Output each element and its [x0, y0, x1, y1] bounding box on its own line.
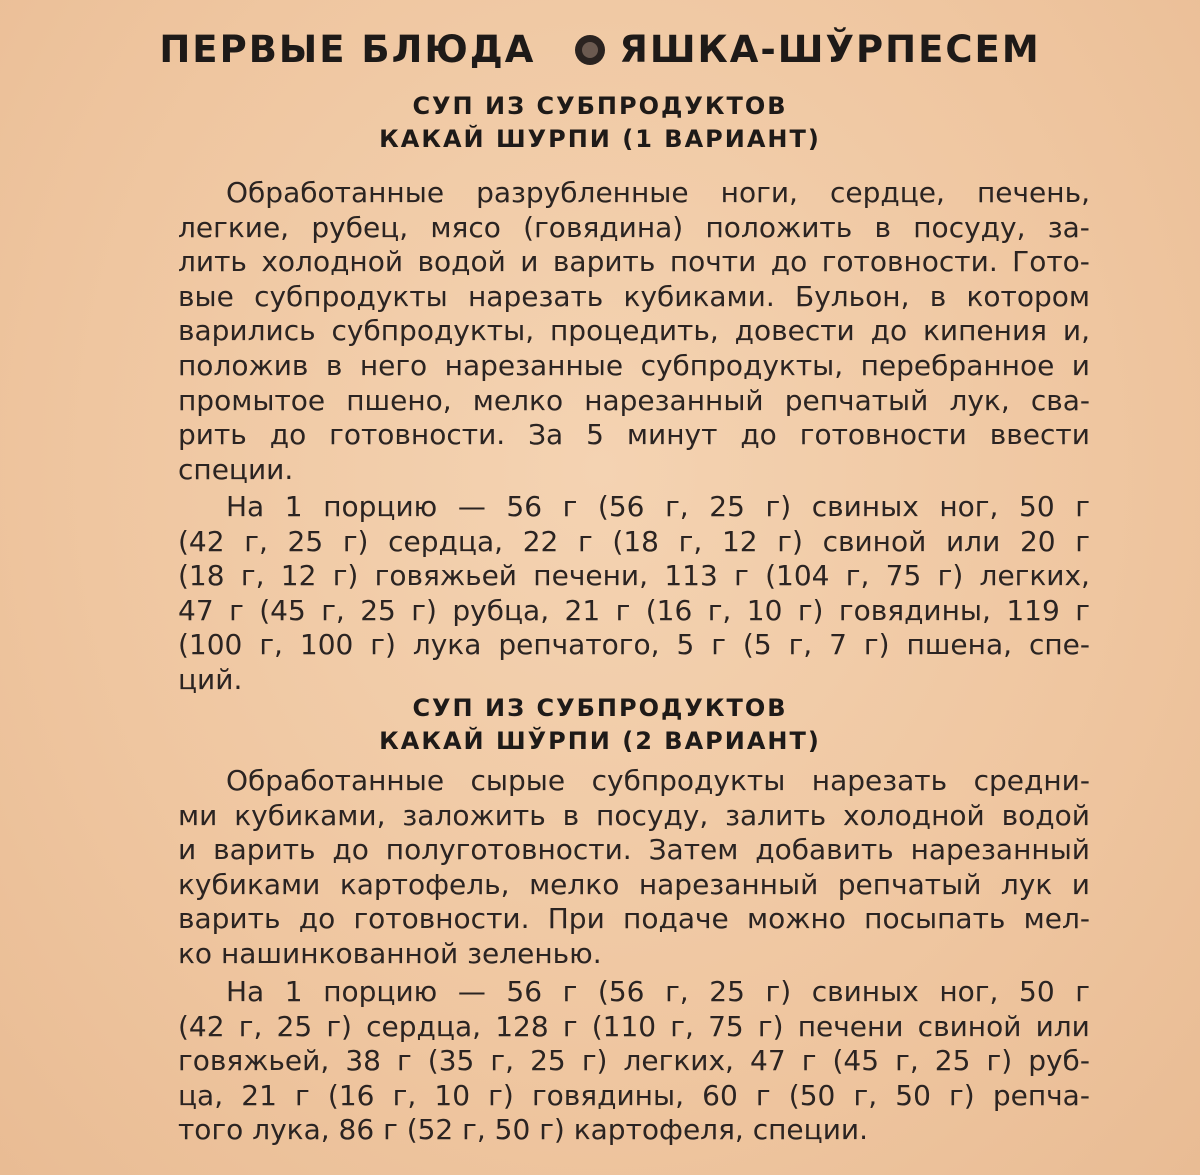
word: г) [863, 628, 890, 662]
word: картофеля, [573, 1113, 753, 1147]
word: ног, [939, 975, 999, 1008]
word: посыпать [864, 902, 1006, 936]
text-line [178, 453, 1090, 488]
word: специи. [178, 452, 294, 486]
word: субпродукты, [640, 348, 844, 382]
text-line [178, 490, 1090, 525]
word: г [295, 1078, 310, 1112]
word: г, [895, 1044, 919, 1078]
word: г) [765, 490, 792, 523]
word: (42 [178, 524, 225, 558]
word: 25 [709, 490, 745, 523]
word: в [874, 210, 891, 244]
word: готовности. [353, 902, 530, 936]
word: г) [757, 1009, 784, 1043]
word: холодной [843, 798, 985, 832]
word: г) [777, 524, 803, 558]
word: средни- [973, 764, 1090, 797]
word: варить [213, 833, 316, 867]
word: ций. [178, 662, 243, 696]
word: 21 [564, 593, 601, 627]
word: (говядина) [523, 210, 684, 244]
text-line [178, 418, 1090, 453]
word: заложить [402, 798, 546, 832]
word: посуду, [596, 798, 709, 832]
text-line [178, 525, 1090, 560]
word: субпродукты, [331, 314, 535, 348]
word: (18 [178, 559, 225, 593]
word: 47 [750, 1044, 786, 1078]
word: — [457, 975, 486, 1008]
recipe-1-title-line: СУП ИЗ СУБПРОДУКТОВ [412, 92, 788, 120]
word: ко [178, 936, 221, 970]
recipe-2-method [178, 764, 1090, 972]
word: Обработанные [226, 176, 445, 209]
word: пшена, [906, 628, 1013, 662]
word: до [870, 314, 908, 348]
word: — [457, 490, 486, 523]
word: г) [370, 628, 396, 662]
word: него [359, 348, 428, 382]
word: нарезанный [584, 383, 764, 417]
word: до [332, 833, 369, 867]
word: 75 [708, 1009, 744, 1043]
recipe-1-method [178, 176, 1090, 487]
word: 22 [522, 524, 559, 558]
word: 5 [586, 418, 604, 452]
word: г [1075, 975, 1090, 1008]
text-line [178, 975, 1090, 1010]
word: ног, [939, 490, 999, 523]
word: 1 [284, 490, 303, 523]
word: говядины, [838, 593, 991, 627]
word: и [520, 245, 539, 279]
word: г, [665, 490, 689, 523]
word: При [547, 902, 605, 936]
header-right-title: ЯШКА-ШЎРПЕСЕМ [619, 28, 1041, 71]
word: г) [539, 1113, 574, 1147]
header-left-title: ПЕРВЫЕ БЛЮДА [159, 28, 536, 71]
word: готовности. [329, 418, 506, 452]
word: репчатый [784, 383, 929, 417]
word: нашинкованной [220, 936, 468, 970]
word: положить [705, 210, 853, 244]
word: сердца, [388, 524, 504, 558]
word: 21 [241, 1078, 277, 1112]
word: За [528, 418, 564, 452]
word: г, [707, 593, 732, 627]
word: в [325, 348, 343, 382]
word: печень, [976, 176, 1090, 209]
word: г [562, 1009, 578, 1043]
word: г, [238, 1009, 263, 1043]
word: лук [1000, 867, 1053, 901]
word: 5 [676, 628, 695, 662]
word: варились [178, 314, 316, 348]
word: 113 [664, 559, 718, 593]
word: кубиками. [623, 279, 775, 313]
word: и [1071, 348, 1090, 382]
word: 12 [280, 559, 317, 593]
word: 25 [934, 1044, 971, 1078]
word: г [801, 1044, 817, 1078]
running-header [0, 28, 1200, 71]
text-line [178, 245, 1090, 280]
word: добавить [755, 833, 894, 867]
word: за- [1047, 210, 1090, 244]
word: готовности. [821, 245, 998, 279]
word: г) [332, 559, 359, 593]
word: перебранное [860, 348, 1055, 382]
word: (16 [327, 1078, 375, 1112]
text-line [178, 1079, 1090, 1114]
text-line [178, 314, 1090, 349]
word: до [269, 418, 307, 452]
word: г) [326, 1009, 352, 1043]
word: лить [178, 245, 247, 279]
word: 25 [709, 975, 745, 1008]
word: того [178, 1113, 253, 1147]
word: 100 [299, 628, 354, 662]
word: г) [949, 1078, 975, 1112]
word: г, [490, 1044, 515, 1078]
word: водой [417, 245, 506, 279]
word: и [178, 833, 197, 867]
word: (42 [178, 1009, 225, 1043]
word: г [1075, 490, 1090, 523]
word: положив [178, 348, 309, 382]
word: г [578, 524, 593, 558]
word: г [229, 593, 244, 627]
recipe-1-portion [178, 490, 1090, 698]
word: г [734, 559, 749, 593]
word: (56 [597, 975, 645, 1008]
word: г [562, 490, 578, 523]
word: На [226, 975, 265, 1008]
text-line [178, 211, 1090, 246]
text-line [178, 349, 1090, 384]
word: (45 [259, 593, 306, 627]
word: г [615, 593, 631, 627]
word: г) [986, 1044, 1013, 1078]
word: почти [669, 245, 757, 279]
word: На [226, 490, 265, 523]
recipe-1-title [0, 90, 1200, 156]
text-line [178, 764, 1090, 799]
word: репчатого, [498, 628, 660, 662]
word: г, [853, 1078, 878, 1112]
word: 25 [276, 1009, 313, 1043]
word: г [562, 975, 578, 1008]
word: мелко [529, 867, 620, 901]
word: легких, [623, 1044, 734, 1078]
word: варить [178, 902, 281, 936]
word: процедить, [549, 314, 719, 348]
word: или [1035, 1009, 1090, 1043]
word: г) [488, 1078, 514, 1112]
word: г, [788, 628, 813, 662]
word: Бульон, [795, 279, 910, 313]
word: и [1071, 867, 1090, 901]
recipe-1-title-line: КАКАЙ ШУРПИ (1 ВАРИАНТ) [379, 125, 821, 153]
word: г [755, 1078, 771, 1112]
word: 56 [506, 975, 543, 1008]
word: (35 [427, 1044, 475, 1078]
word: лука, [252, 1113, 339, 1147]
word: 50 [494, 1113, 540, 1147]
word: г) [765, 975, 792, 1008]
text-line [178, 1010, 1090, 1045]
word: репчатый [837, 867, 982, 901]
word: Затем [648, 833, 739, 867]
word: полуготовности. [385, 833, 632, 867]
text-line [178, 799, 1090, 834]
word: спе- [1028, 628, 1090, 662]
word: г [711, 628, 726, 662]
word: 12 [721, 524, 758, 558]
text-line [178, 384, 1090, 419]
word: 25 [360, 593, 396, 627]
text-line [178, 280, 1090, 315]
word: свиной [822, 524, 927, 558]
word: 7 [829, 628, 847, 662]
word: г) [581, 1044, 608, 1078]
word: (5 [742, 628, 772, 662]
word: в [562, 798, 580, 832]
word: 47 [178, 593, 214, 627]
word: специи. [752, 1113, 869, 1147]
word: г) [342, 524, 369, 558]
word: кубиками, [234, 798, 386, 832]
word: субпродукты [254, 279, 448, 313]
text-line [178, 868, 1090, 903]
word: мясо [430, 210, 501, 244]
word: холодной [261, 245, 404, 279]
word: рубца, [452, 593, 550, 627]
word: в [929, 279, 947, 313]
word: (56 [597, 490, 645, 523]
word: сырые [470, 764, 566, 797]
word: печени, [533, 559, 649, 593]
word: порцию [323, 975, 438, 1008]
recipe-2-title-line: КАКАЙ ШЎРПИ (2 ВАРИАНТ) [379, 727, 821, 755]
word: 10 [746, 593, 783, 627]
word: до [770, 245, 808, 279]
word: г [383, 1113, 407, 1147]
word: котором [966, 279, 1090, 313]
word: 20 [1019, 524, 1056, 558]
word: г, [259, 628, 283, 662]
word: 75 [885, 559, 922, 593]
text-line [178, 937, 1090, 972]
word: г) [411, 593, 437, 627]
text-line [178, 559, 1090, 594]
word: разрубленные [476, 176, 689, 209]
word: г, [462, 1113, 495, 1147]
word: нарезанный [910, 833, 1090, 867]
word: 50 [895, 1078, 931, 1112]
word: довести [734, 314, 855, 348]
word: рить [178, 418, 247, 452]
word: промытое [178, 383, 326, 417]
recipe-2-title [0, 692, 1200, 758]
word: посуду, [913, 210, 1026, 244]
word: лука [412, 628, 482, 662]
word: свиной [917, 1009, 1022, 1043]
word: говядины, [531, 1078, 684, 1112]
ornament-icon [575, 35, 605, 65]
word: зеленью. [467, 936, 602, 970]
word: вые [178, 279, 234, 313]
word: сердце, [829, 176, 945, 209]
word: (52 [406, 1113, 463, 1147]
word: можно [747, 902, 846, 936]
word: нарезанный [638, 867, 819, 901]
word: (110 [591, 1009, 657, 1043]
word: 50 [1019, 490, 1055, 523]
word: 60 [702, 1078, 738, 1112]
word: минут [626, 418, 718, 452]
word: кубиками [178, 867, 321, 901]
word: кипения [923, 314, 1047, 348]
word: говяжьей, [178, 1044, 330, 1078]
word: г [1075, 593, 1090, 627]
text-line [178, 628, 1090, 663]
word: варить [552, 245, 656, 279]
word: г, [392, 1078, 417, 1112]
text-line [178, 902, 1090, 937]
word: сва- [1030, 383, 1090, 417]
word: и, [1062, 314, 1090, 348]
word: 25 [530, 1044, 566, 1078]
word: Гото- [1012, 245, 1090, 279]
word: г) [937, 559, 964, 593]
word: сердца, [366, 1009, 482, 1043]
word: 119 [1006, 593, 1060, 627]
word: готовности [799, 418, 967, 452]
word: (16 [645, 593, 693, 627]
word: 50 [1019, 975, 1055, 1008]
word: нарезанные [444, 348, 624, 382]
word: рубец, [311, 210, 409, 244]
word: г [1075, 524, 1090, 558]
word: ноги, [720, 176, 798, 209]
word: г) [797, 593, 824, 627]
word: порцию [323, 490, 438, 523]
word: печени [797, 1009, 904, 1043]
word: (50 [788, 1078, 836, 1112]
word: 56 [506, 490, 543, 523]
word: Обработанные [226, 764, 445, 797]
word: мел- [1023, 902, 1090, 936]
word: (100 [178, 628, 243, 662]
word: нарезать [811, 764, 948, 797]
word: залить [725, 798, 827, 832]
word: субпродукты [591, 764, 786, 797]
word: 38 [345, 1044, 381, 1078]
word: (18 [612, 524, 659, 558]
word: легких, [979, 559, 1090, 593]
text-line [178, 833, 1090, 868]
word: г, [678, 524, 703, 558]
word: 86 [338, 1113, 384, 1147]
text-line [178, 1113, 1090, 1148]
word: картофель, [339, 867, 510, 901]
word: говяжьей [374, 559, 517, 593]
word: нарезать [467, 279, 604, 313]
word: г [397, 1044, 412, 1078]
word: водой [1001, 798, 1090, 832]
word: лук, [949, 383, 1010, 417]
word: (104 [765, 559, 830, 593]
word: 25 [287, 524, 324, 558]
word: репча- [992, 1078, 1090, 1112]
word: легкие, [178, 210, 290, 244]
word: ми [178, 798, 218, 832]
word: до [298, 902, 336, 936]
word: мелко [472, 383, 564, 417]
word: 1 [284, 975, 303, 1008]
text-line [178, 594, 1090, 629]
word: или [945, 524, 1001, 558]
word: ввести [989, 418, 1090, 452]
text-line [178, 176, 1090, 211]
recipe-2-portion [178, 975, 1090, 1148]
word: г, [845, 559, 870, 593]
word: подаче [623, 902, 729, 936]
word: ца, [178, 1078, 224, 1112]
recipe-2-title-line: СУП ИЗ СУБПРОДУКТОВ [412, 694, 788, 722]
word: руб- [1028, 1044, 1090, 1078]
word: свиных [811, 975, 919, 1008]
word: г, [244, 524, 268, 558]
word: г, [670, 1009, 694, 1043]
word: г, [665, 975, 689, 1008]
word: до [740, 418, 777, 452]
word: свиных [811, 490, 919, 523]
word: г, [321, 593, 345, 627]
word: 10 [434, 1078, 471, 1112]
word: 128 [495, 1009, 549, 1043]
word: пшено, [346, 383, 452, 417]
text-line [178, 1044, 1090, 1079]
word: (45 [832, 1044, 880, 1078]
word: г, [240, 559, 265, 593]
